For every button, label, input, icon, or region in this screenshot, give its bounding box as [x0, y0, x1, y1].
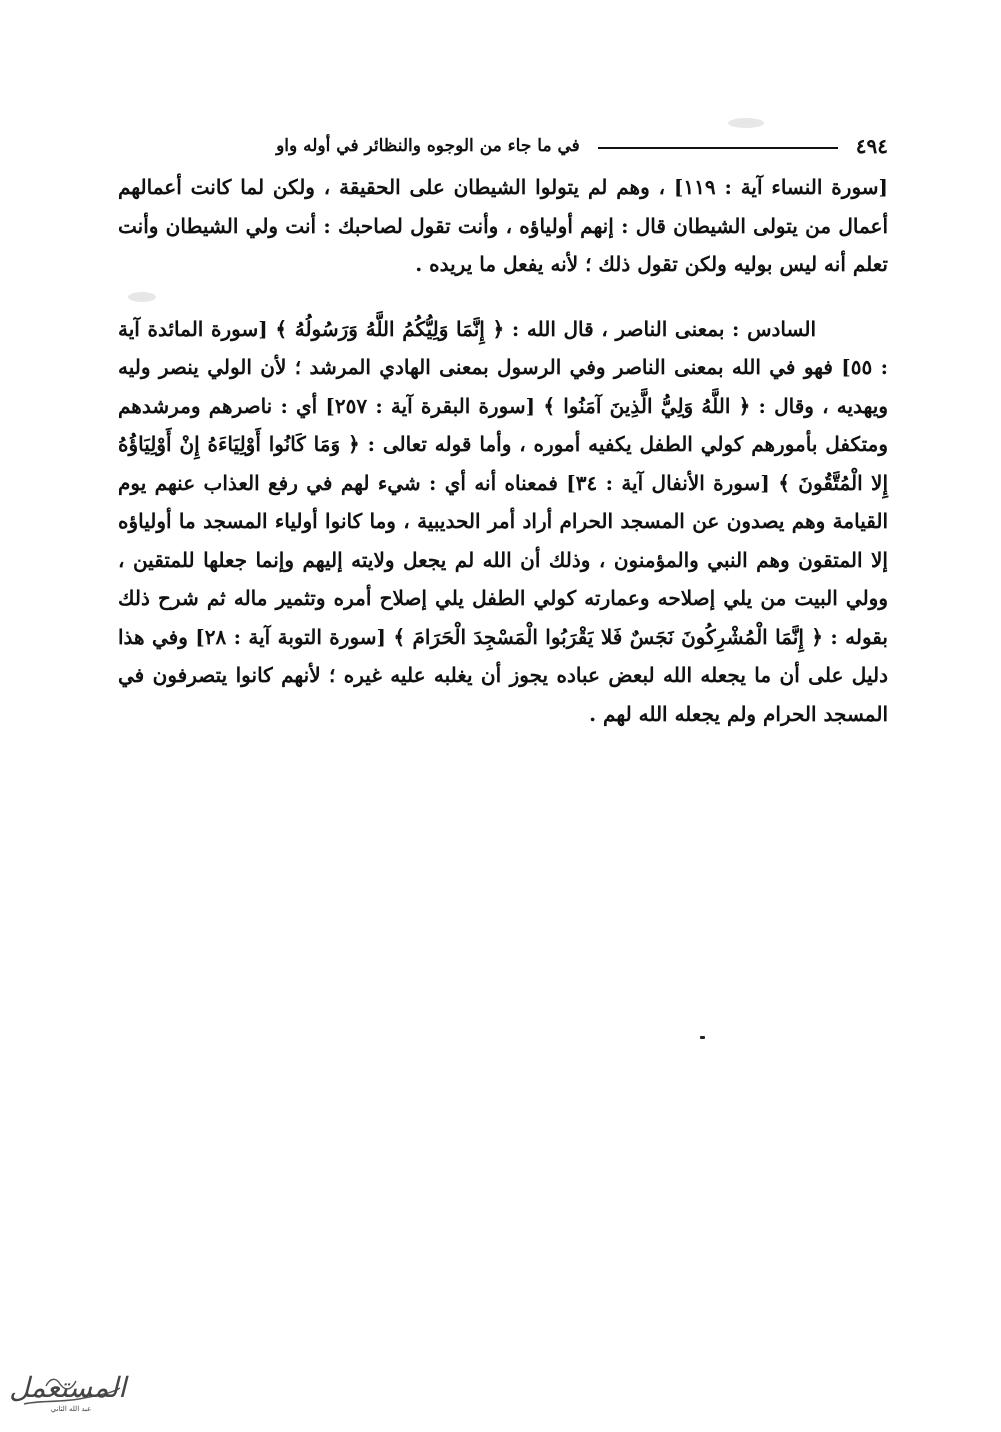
page-number: ٤٩٤ [855, 134, 888, 158]
footer-mark [700, 1036, 705, 1039]
logo-text: المستعمل [9, 1371, 126, 1404]
header-rule [598, 147, 838, 149]
logo [9, 1370, 126, 1418]
paragraph-sixth-meaning: السادس : بمعنى الناصر ، قال الله : ﴿ إِنَّمَا وَلِيُّكُمُ اللَّهُ وَرَسُولُهُ ﴾ [سورة المائدة آية : ٥٥] فهو في الله بمعنى الناصر وفي الرسول بمعنى الهادي المرشد ؛ لأن الولي ينصر وليه ويهديه ، وقال : ﴿ اللَّهُ وَلِيُّ الَّذِينَ آمَنُوا ﴾ [سورة البقرة آية : ٢٥٧] أي : ناصرهم ومرشدهم ومتكفل بأمورهم كولي الطفل يكفيه أموره ، وأما قوله تعالى : ﴿ وَمَا كَانُوا أَوْلِيَاءَهُ إِنْ أَوْلِيَاؤُهُ إِلا الْمُتَّقُونَ ﴾ [سورة الأنفال آية : ٣٤] فمعناه أنه أي : شيء لهم في رفع العذاب عنهم يوم القيامة وهم يصدون عن المسجد الحرام أراد أمر الحديبية ، وما كانوا أولياء المسجد ما أولياؤه إلا المتقون وهم النبي والمؤمنون ، وذلك أن الله لم يجعل ولايته إليهم وإنما جعلها للمتقين ، وولي البيت من يلي إصلاحه وعمارته كولي الطفل يلي إصلاح أمره وتثمير ماله ثم شرح ذلك بقوله : ﴿ إِنَّمَا الْمُشْرِكُونَ نَجَسٌ فَلا يَقْرَبُوا الْمَسْجِدَ الْحَرَامَ ﴾ [سورة التوبة آية : ٢٨] وفي هذا دليل على أن ما يجعله الله لبعض عباده يجوز أن يغلبه عليه غيره ؛ لأنهم كانوا يتصرفون في المسجد الحرام ولم يجعله الله لهم . [118, 316, 889, 726]
paragraph-continuation: [سورة النساء آية : ١١٩] ، وهم لم يتولوا الشيطان على الحقيقة ، ولكن لما كانت أعمالهم أعمال من يتولى الشيطان قال : إنهم أولياؤه ، وأنت تقول لصاحبك : أنت ولي الشيطان وأنت تعلم أنه ليس بوليه ولكن تقول ذلك ؛ لأنه يفعل ما يريده . [118, 175, 888, 276]
page-body [118, 168, 888, 733]
running-title: في ما جاء من الوجوه والنظائر في أوله واو [276, 136, 580, 156]
logo-subtext: عبد الله الثاني [50, 1405, 92, 1413]
page-header [120, 126, 888, 166]
